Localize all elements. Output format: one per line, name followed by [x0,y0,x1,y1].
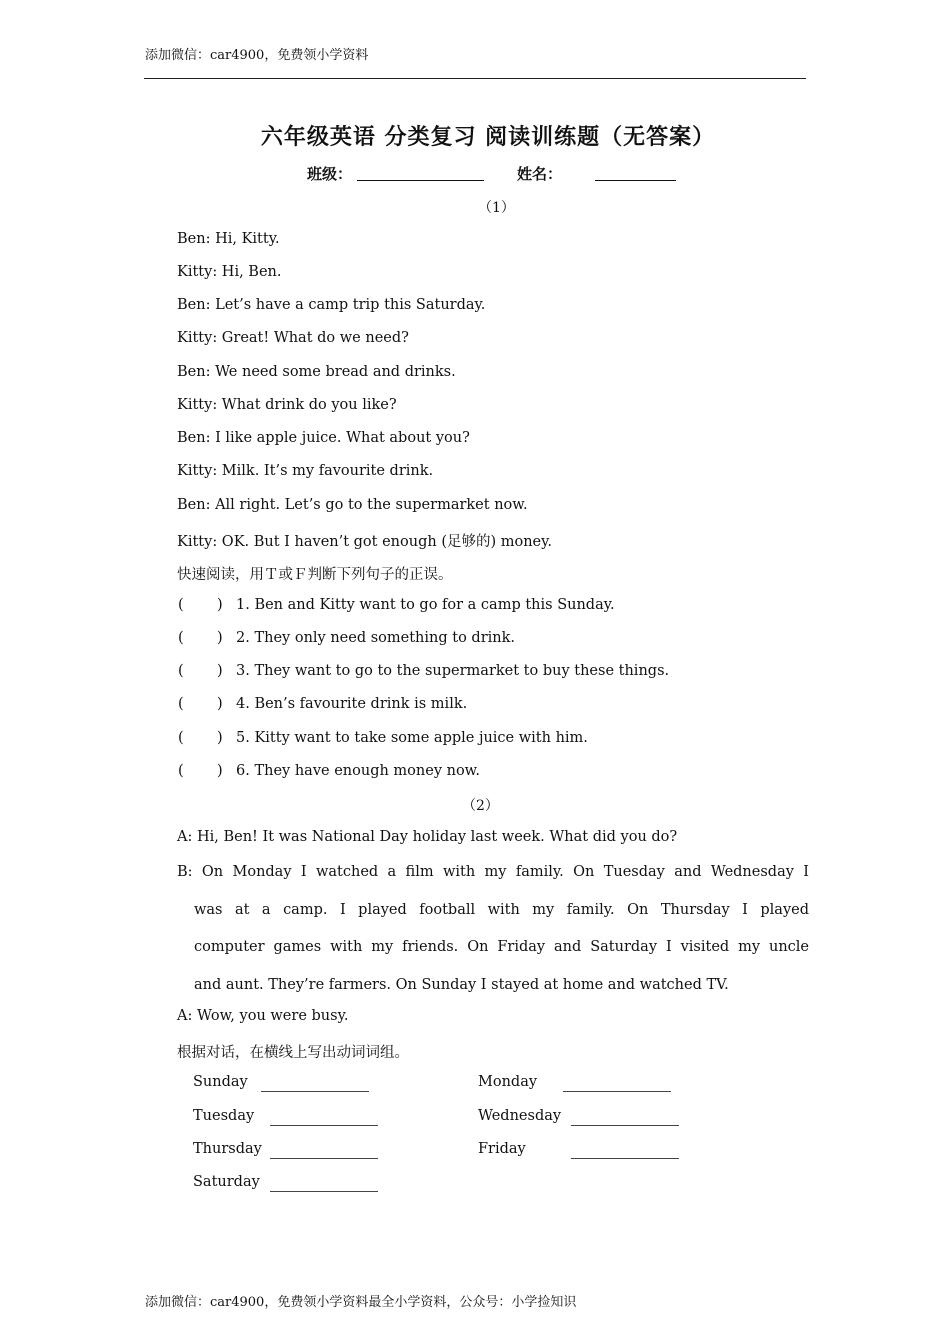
day-label-monday: Monday [478,1074,538,1090]
answer-bracket-close: ) [217,663,223,679]
answer-bracket-open: ( [178,696,184,712]
answer-blank-friday[interactable] [571,1158,679,1159]
section-2-label: （2） [462,798,499,814]
day-label-thursday: Thursday [193,1141,262,1157]
answer-blank-wednesday[interactable] [571,1125,679,1126]
answer-blank-sunday[interactable] [261,1091,369,1092]
footer-note: 添加微信：car4900，免费领小学资料最全小学资料，公众号：小学捡知识 [145,1295,577,1310]
answer-bracket-open: ( [178,763,184,779]
dialogue-line: Kitty: Milk. It’s my favourite drink. [177,463,434,479]
section-1-label: （1） [478,200,515,216]
dialogue-line: Ben: All right. Let’s go to the supermarket now. [177,497,528,513]
header-note: 添加微信：car4900，免费领小学资料 [145,48,369,63]
day-label-friday: Friday [478,1141,526,1157]
dialogue-b-paragraph [177,860,809,997]
answer-bracket-close: ) [217,696,223,712]
answer-bracket-close: ) [217,630,223,646]
question-item: 4. Ben’s favourite drink is milk. [236,696,468,712]
header-divider [144,78,806,79]
answer-blank-thursday[interactable] [270,1158,378,1159]
day-label-tuesday: Tuesday [193,1108,255,1124]
question-item: 5. Kitty want to take some apple juice with him. [236,730,588,746]
instruction-1: 快速阅读，用Ｔ或Ｆ判断下列句子的正误。 [177,567,453,583]
question-item: 2. They only need something to drink. [236,630,516,646]
dialogue-b-line: was at a camp. I played football with my family. On Thursday I played [194,901,809,918]
day-label-saturday: Saturday [193,1174,260,1190]
class-blank[interactable] [357,180,484,181]
answer-bracket-open: ( [178,597,184,613]
dialogue-line: Ben: Let’s have a camp trip this Saturday. [177,297,486,313]
name-label: 姓名： [517,165,563,183]
answer-bracket-close: ) [217,730,223,746]
answer-blank-tuesday[interactable] [270,1125,378,1126]
dialogue-b-line: computer games with my friends. On Friday and Saturday I visited my uncle [194,939,809,955]
answer-bracket-close: ) [217,597,223,613]
day-label-sunday: Sunday [193,1074,248,1090]
question-item: 6. They have enough money now. [236,763,480,779]
dialogue-line: Kitty: What drink do you like? [177,397,397,413]
answer-blank-saturday[interactable] [270,1191,378,1192]
name-blank[interactable] [595,180,676,181]
dialogue-a1: A: Hi, Ben! It was National Day holiday last week. What did you do? [177,829,678,845]
dialogue-line: Ben: Hi, Kitty. [177,231,280,247]
answer-bracket-open: ( [178,730,184,746]
class-label: 班级： [307,165,353,183]
dialogue-line: Kitty: Great! What do we need? [177,330,409,346]
answer-bracket-open: ( [178,630,184,646]
dialogue-line: Kitty: Hi, Ben. [177,264,282,280]
dialogue-line: Ben: I like apple juice. What about you? [177,430,470,446]
question-item: 3. They want to go to the supermarket to buy these things. [236,663,670,679]
answer-bracket-close: ) [217,763,223,779]
page-title: 六年级英语 分类复习 阅读训练题（无答案） [260,124,716,150]
question-item: 1. Ben and Kitty want to go for a camp this Sunday. [236,597,615,613]
dialogue-a2: A: Wow, you were busy. [177,1008,349,1024]
answer-bracket-open: ( [178,663,184,679]
dialogue-b-line: and aunt. They’re farmers. On Sunday I stayed at home and watched TV. [194,976,729,993]
dialogue-line: Ben: We need some bread and drinks. [177,364,456,380]
day-label-wednesday: Wednesday [478,1108,562,1124]
dialogue-line: Kitty: OK. But I haven’t got enough (足够的) money. [177,534,553,550]
dialogue-b-line: B: On Monday I watched a film with my family. On Tuesday and Wednesday I [177,864,809,880]
instruction-2: 根据对话，在横线上写出动词词组。 [177,1045,409,1061]
answer-blank-monday[interactable] [563,1091,671,1092]
